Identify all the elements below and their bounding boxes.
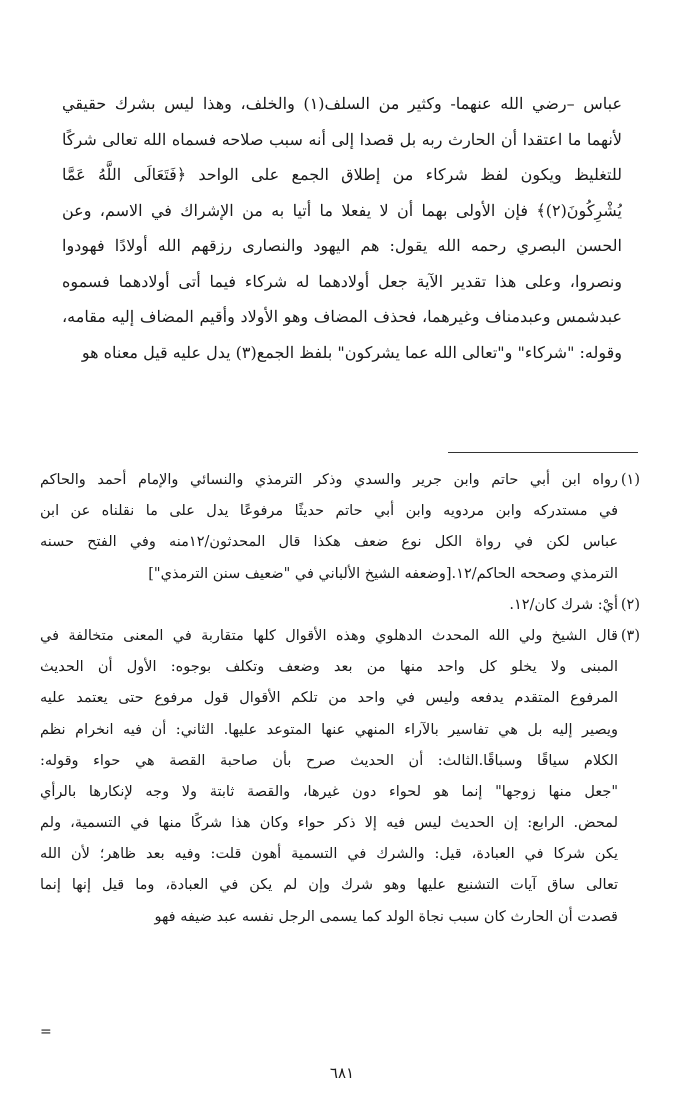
body-line: وقوله: "شركاء" و"تعالى الله عما يشركون" بلفظ الجمع(٣) يدل عليه قيل معناه هو bbox=[81, 342, 622, 362]
footnote-line: أيْ: شرك كان/١٢. bbox=[509, 596, 618, 613]
continuation-mark: = bbox=[40, 1024, 52, 1040]
footnote bbox=[40, 465, 640, 590]
footnote-line: رواه ابن أبي حاتم وابن جرير والسدي وذكر الترمذي والنسائي والإمام أحمد والحاكم bbox=[40, 472, 618, 488]
footnote-line: قال الشيخ ولي الله المحدث الدهلوي وهذه الأقوال كلها متقاربة في المعنى متخالفة في bbox=[40, 627, 618, 644]
footnote-line: الترمذي وصححه الحاكم/١٢.[وضعفه الشيخ الألباني في "ضعيف سنن الترمذي"] bbox=[148, 565, 618, 582]
footnote bbox=[40, 621, 640, 933]
footnote-line: يكن شركا في العبادة، قيل: والشرك في التسمية أهون قلت: وفيه بعد ظاهر؛ لأن الله bbox=[40, 846, 618, 863]
footnotes bbox=[40, 465, 640, 933]
body-line: يُشْرِكُونَ(٢)﴾ فإن الأولى بهما أن لا يفعلا ما أتيا به من الإشراك في الاسم، وعن bbox=[62, 200, 622, 220]
footnote-line: قصدت أن الحارث كان سبب نجاة الولد كما يسمى الرجل نفسه عبد ضيفه فهو bbox=[154, 908, 618, 925]
footnote-separator bbox=[448, 452, 638, 453]
footnote-line: تعالى ساق آيات التشنيع عليها وهو شرك وإن لم يكن في العبادة، وما قيل إنها إنما bbox=[40, 877, 618, 894]
main-text bbox=[62, 86, 622, 370]
body-line: للتغليظ ويكون لفظ شركاء من إطلاق الجمع على الواحد ﴿فَتَعَالَى اللَّهُ عَمَّا bbox=[62, 165, 622, 184]
footnote-line: المبنى ولا يخلو كل واحد منها من بعد وضعف وتكلف بوجوه: الأول أن الحديث bbox=[40, 659, 618, 676]
footnote-line: في مستدركه وابن مردويه وابن أبي حاتم حديثًا مرفوعًا يدل على ما نقلناه عن ابن bbox=[40, 503, 618, 520]
footnote-line: عباس لكن في رواة الكل نوع ضعف هكذا قال المحدثون/١٢منه وفي الفتح حسنه bbox=[40, 534, 618, 551]
body-line: لأنهما ما اعتقدا أن الحارث ربه بل قصدا إلى أنه سبب صلاحه فسماه الله تعالى شركًا bbox=[62, 129, 622, 149]
body-line: عبدشمس وعبدمناف وغيرهما، فحذف المضاف وهو الأولاد وأقيم المضاف إليه مقامه، bbox=[62, 307, 622, 326]
footnote-line: لمحض. الرابع: إن الحديث ليس فيه إلا ذكر حواء وكان هذا شركًا منها في التسمية، ولم bbox=[40, 815, 618, 832]
footnote-line: الكلام سياقًا وسباقًا.الثالث: أن الحديث صرح بأن صاحبة القصة هي حواء وقوله: bbox=[40, 752, 618, 769]
page-number: ٦٨١ bbox=[329, 1064, 355, 1082]
footnote-number: (١) bbox=[620, 472, 640, 488]
body-line: ونصروا، وعلى هذا تقدير الآية جعل أولادهما له شركاء فيما أتى أولادهما فسموه bbox=[62, 271, 622, 291]
footnote bbox=[40, 590, 640, 621]
footnote-line: المرفوع المتقدم يدفعه وليس في واحد من تلكم الأقوال قول مرفوع حتى يعتمد عليه bbox=[40, 690, 618, 707]
body-line: عباس –رضي الله عنهما- وكثير من السلف(١) والخلف، وهذا ليس بشرك حقيقي bbox=[62, 94, 622, 113]
footnote-line: ويصير إليه بل هي تفاسير بالآراء المنهي عنها المتوعد عليها. الثاني: أن فيه انخرام نظم bbox=[40, 721, 618, 738]
footnote-number: (٣) bbox=[620, 627, 640, 644]
footnote-line: "جعل منها زوجها" إنما هو لحواء دون غيرها، والقصة ثابتة ولا وجه لإنكارها بالرأي bbox=[40, 783, 618, 800]
footnote-number: (٢) bbox=[620, 596, 640, 613]
body-line: الحسن البصري رحمه الله يقول: هم اليهود والنصارى رزقهم الله أولادًا فهودوا bbox=[62, 236, 622, 255]
